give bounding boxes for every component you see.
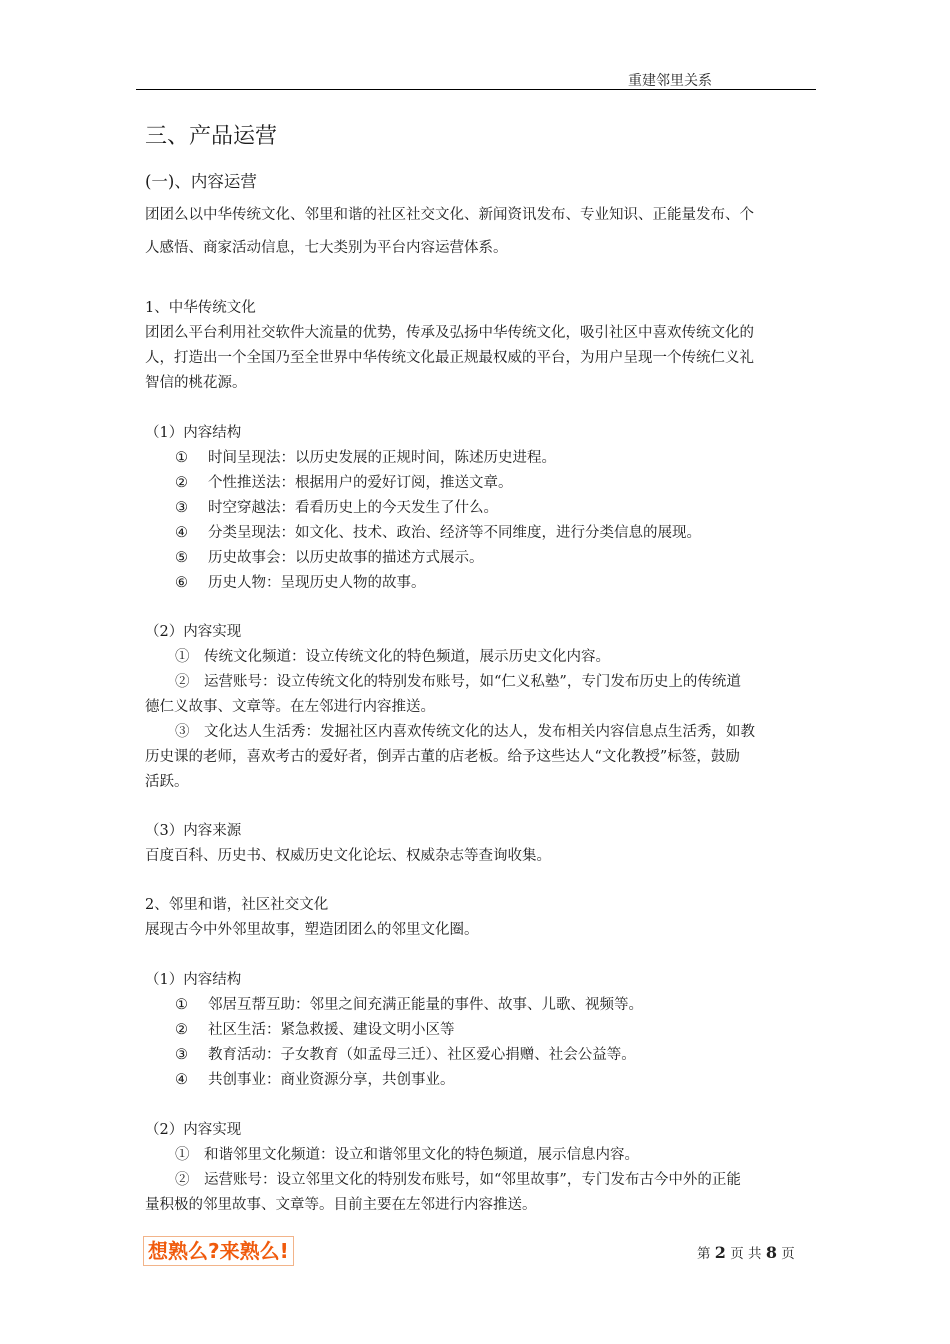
subsection-title: (一)、内容运营 — [145, 172, 257, 191]
list-item-number: ⑥ — [175, 575, 188, 591]
list-item-number: ③ — [175, 1047, 188, 1063]
page-number — [697, 1242, 795, 1262]
part1-body-line: 团团么平台利用社交软件大流量的优势，传承及弘扬中华传统文化，吸引社区中喜欢传统文化的 — [145, 325, 754, 341]
page-mid: 页 共 — [730, 1246, 762, 1262]
part1-body-line: 人，打造出一个全国乃至全世界中华传统文化最正规最权威的平台，为用户呈现一个传统仁义礼 — [145, 350, 754, 366]
section-title: 三、产品运营 — [145, 124, 278, 149]
part1-impl-title: （2）内容实现 — [145, 624, 242, 640]
footer-logo: 想熟么?来熟么! — [143, 1236, 294, 1266]
list-item-text: 时间呈现法：以历史发展的正规时间，陈述历史进程。 — [208, 450, 556, 466]
list-item — [175, 1020, 455, 1040]
impl-line: 活跃。 — [145, 774, 189, 790]
impl-line: ② 运营账号：设立传统文化的特别发布账号，如“仁义私塾”，专门发布历史上的传统道 — [175, 674, 741, 690]
total-pages: 8 — [765, 1243, 777, 1262]
page-suffix: 页 — [781, 1246, 795, 1262]
part2-body: 展现古今中外邻里故事，塑造团团么的邻里文化圈。 — [145, 922, 479, 938]
page-prefix: 第 — [697, 1246, 711, 1262]
list-item-text: 历史故事会：以历史故事的描述方式展示。 — [208, 550, 484, 566]
list-item-text: 时空穿越法：看看历史上的今天发生了什么。 — [208, 500, 498, 516]
intro-line: 团团么以中华传统文化、邻里和谐的社区社交文化、新闻资讯发布、专业知识、正能量发布、个 — [145, 207, 754, 223]
list-item — [175, 1045, 636, 1065]
list-item-number: ⑤ — [175, 550, 188, 566]
list-item — [175, 1070, 455, 1090]
list-item — [175, 498, 498, 518]
list-item-number: ① — [175, 997, 188, 1013]
part1-title: 1、中华传统文化 — [145, 300, 256, 316]
part2-impl-title: （2）内容实现 — [145, 1122, 242, 1138]
part1-structure-title: （1）内容结构 — [145, 425, 242, 441]
impl-line: ① 和谐邻里文化频道：设立和谐邻里文化的特色频道，展示信息内容。 — [175, 1147, 639, 1163]
list-item — [175, 448, 556, 468]
header-divider — [136, 89, 816, 90]
list-item — [175, 995, 643, 1015]
list-item-text: 分类呈现法：如文化、技术、政治、经济等不同维度，进行分类信息的展现。 — [208, 525, 701, 541]
list-item-text: 个性推送法：根据用户的爱好订阅，推送文章。 — [208, 475, 513, 491]
list-item-number: ④ — [175, 1072, 188, 1088]
part2-structure-title: （1）内容结构 — [145, 972, 242, 988]
impl-line: ① 传统文化频道：设立传统文化的特色频道，展示历史文化内容。 — [175, 649, 610, 665]
header-title: 重建邻里关系 — [628, 73, 712, 89]
list-item-text: 历史人物：呈现历史人物的故事。 — [208, 575, 426, 591]
impl-line: 量积极的邻里故事、文章等。目前主要在左邻进行内容推送。 — [145, 1197, 537, 1213]
part1-source-title: （3）内容来源 — [145, 823, 242, 839]
list-item — [175, 548, 484, 568]
list-item-number: ④ — [175, 525, 188, 541]
list-item-text: 共创事业：商业资源分享，共创事业。 — [208, 1072, 455, 1088]
list-item-text: 教育活动：子女教育（如孟母三迁）、社区爱心捐赠、社会公益等。 — [208, 1047, 636, 1063]
part2-title: 2、邻里和谐，社区社交文化 — [145, 897, 329, 913]
part1-body-line: 智信的桃花源。 — [145, 375, 247, 391]
current-page: 2 — [714, 1243, 726, 1262]
impl-line: 历史课的老师，喜欢考古的爱好者，倒弄古董的店老板。给予这些达人“文化教授”标签，鼓励 — [145, 749, 740, 765]
list-item-number: ① — [175, 450, 188, 466]
list-item-number: ② — [175, 1022, 188, 1038]
impl-line: 德仁义故事、文章等。在左邻进行内容推送。 — [145, 699, 435, 715]
list-item-number: ② — [175, 475, 188, 491]
list-item — [175, 523, 701, 543]
intro-line: 人感悟、商家活动信息，七大类别为平台内容运营体系。 — [145, 240, 508, 256]
list-item — [175, 573, 426, 593]
part1-source: 百度百科、历史书、权威历史文化论坛、权威杂志等查询收集。 — [145, 848, 551, 864]
list-item-number: ③ — [175, 500, 188, 516]
list-item — [175, 473, 513, 493]
list-item-text: 邻居互帮互助：邻里之间充满正能量的事件、故事、儿歌、视频等。 — [208, 997, 643, 1013]
impl-line: ② 运营账号：设立邻里文化的特别发布账号，如“邻里故事”，专门发布古今中外的正能 — [175, 1172, 741, 1188]
list-item-text: 社区生活：紧急救援、建设文明小区等 — [208, 1022, 455, 1038]
impl-line: ③ 文化达人生活秀：发掘社区内喜欢传统文化的达人，发布相关内容信息点生活秀，如教 — [175, 724, 755, 740]
